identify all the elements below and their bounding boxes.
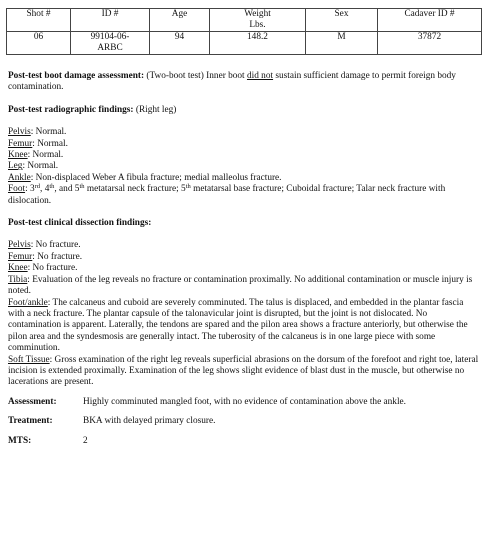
assessment-label: Assessment: <box>8 396 57 407</box>
finding-text: : 3 <box>25 184 35 195</box>
specimen-table <box>6 8 482 55</box>
boot-damage-paragraph <box>8 71 482 94</box>
boot-damage-text: (Two-boot test) Inner boot <box>146 71 247 81</box>
finding-label: Pelvis <box>8 240 31 251</box>
boot-damage-emphasis: did not <box>246 71 274 81</box>
finding-text: : No fracture. <box>32 251 83 262</box>
radiographic-heading-suffix: (Right leg) <box>135 104 177 115</box>
finding-label: Pelvis <box>8 127 31 138</box>
radiographic-heading-line <box>8 105 482 116</box>
radiographic-item-foot <box>8 184 482 207</box>
table-cell: M <box>306 32 378 55</box>
finding-text: : Non-displaced Weber A fibula fracture; medial malleolus fracture. <box>30 172 282 183</box>
clinical-item <box>8 240 482 251</box>
clinical-heading: Post-test clinical dissection findings: <box>8 218 152 229</box>
clinical-item <box>8 252 482 263</box>
finding-text: : No fracture. <box>30 240 81 251</box>
finding-label: Knee <box>8 263 28 274</box>
table-cell: 148.2 <box>210 32 306 55</box>
radiographic-item <box>8 139 482 150</box>
finding-text: : No fracture. <box>27 263 78 274</box>
finding-label: Femur <box>8 138 33 149</box>
ordinal-suffix: rd <box>34 183 41 191</box>
finding-text: metatarsal base fracture; Cuboidal fracture; Talar neck fracture with dislocation. <box>8 184 446 206</box>
assessment-row <box>8 397 482 408</box>
clinical-item <box>8 355 482 389</box>
table-header-cell: Weight Lbs. <box>210 9 306 32</box>
finding-text: , 4 <box>40 184 50 195</box>
table-cell: 37872 <box>378 32 482 55</box>
finding-label: Soft Tissue <box>8 354 50 365</box>
finding-text: : Evaluation of the leg reveals no fracture or contamination proximally. No additional contamination or muscle injury is noted. <box>8 274 473 297</box>
table-header-cell: ID # <box>71 9 150 32</box>
clinical-item <box>8 298 482 355</box>
mts-label: MTS: <box>8 435 32 446</box>
ordinal-suffix: th <box>79 183 85 191</box>
table-header-cell: Sex <box>306 9 378 32</box>
table-header-cell: Cadaver ID # <box>378 9 482 32</box>
finding-label: Tibia <box>8 274 28 285</box>
table-header-row <box>7 9 482 32</box>
ordinal-suffix: th <box>185 183 191 191</box>
report-body <box>8 71 482 447</box>
finding-label: Femur <box>8 251 33 262</box>
finding-label: Leg <box>8 161 23 172</box>
table-row <box>7 32 482 55</box>
table-cell: 06 <box>7 32 71 55</box>
table-cell: 94 <box>150 32 210 55</box>
treatment-value: BKA with delayed primary closure. <box>83 416 216 427</box>
radiographic-item <box>8 150 482 161</box>
finding-text: : Normal. <box>32 138 68 149</box>
clinical-item <box>8 263 482 274</box>
treatment-row <box>8 416 482 427</box>
treatment-label: Treatment: <box>8 416 53 427</box>
finding-label: Foot <box>8 184 26 195</box>
radiographic-item <box>8 161 482 172</box>
table-cell: 99104-06-ARBC <box>71 32 150 55</box>
radiographic-item <box>8 127 482 138</box>
assessment-value: Highly comminuted mangled foot, with no evidence of contamination above the ankle. <box>83 396 406 407</box>
radiographic-heading: Post-test radiographic findings: <box>8 104 134 115</box>
ordinal-suffix: th <box>49 183 55 191</box>
finding-text: : Normal. <box>27 150 64 161</box>
finding-text: , and 5 <box>54 184 80 195</box>
mts-value: 2 <box>83 435 88 446</box>
boot-damage-heading: Post-test boot damage assessment: <box>8 71 145 81</box>
finding-text: : The calcaneus and cuboid are severely comminuted. The talus is displaced, and embedded in the plantar fascia with a neck fracture. The plantar capsule of the talonavicular joint is disrupted, but the joint is not dislocated. No contamination is apparent. Laterally, the tendons are spared and the pilon area shows a fracture anteriorly, but otherwise the pilon area and the syndesmosis are generally intact. The tuberosity of the calcaneus is in one large piece with some comminution. <box>8 297 468 354</box>
finding-text: : Gross examination of the right leg reveals superficial abrasions on the dorsum of the forefoot and right toe, lateral incision is extended proximally. Examination of the leg shows slight evidence of blast dust in the muscle, but otherwise no lacerations are present. <box>8 354 479 388</box>
finding-label: Ankle <box>8 172 31 183</box>
finding-text: : Normal. <box>30 127 67 138</box>
finding-label: Knee <box>8 150 28 161</box>
finding-text: : Normal. <box>22 161 59 172</box>
finding-label: Foot/ankle <box>8 297 48 308</box>
mts-row <box>8 436 482 447</box>
clinical-item <box>8 275 482 298</box>
finding-text: metatarsal neck fracture; 5 <box>84 184 186 195</box>
table-header-cell: Shot # <box>7 9 71 32</box>
boot-damage-text: sustain sufficient damage to permit foreign body contamination. <box>8 71 456 93</box>
table-header-cell: Age <box>150 9 210 32</box>
